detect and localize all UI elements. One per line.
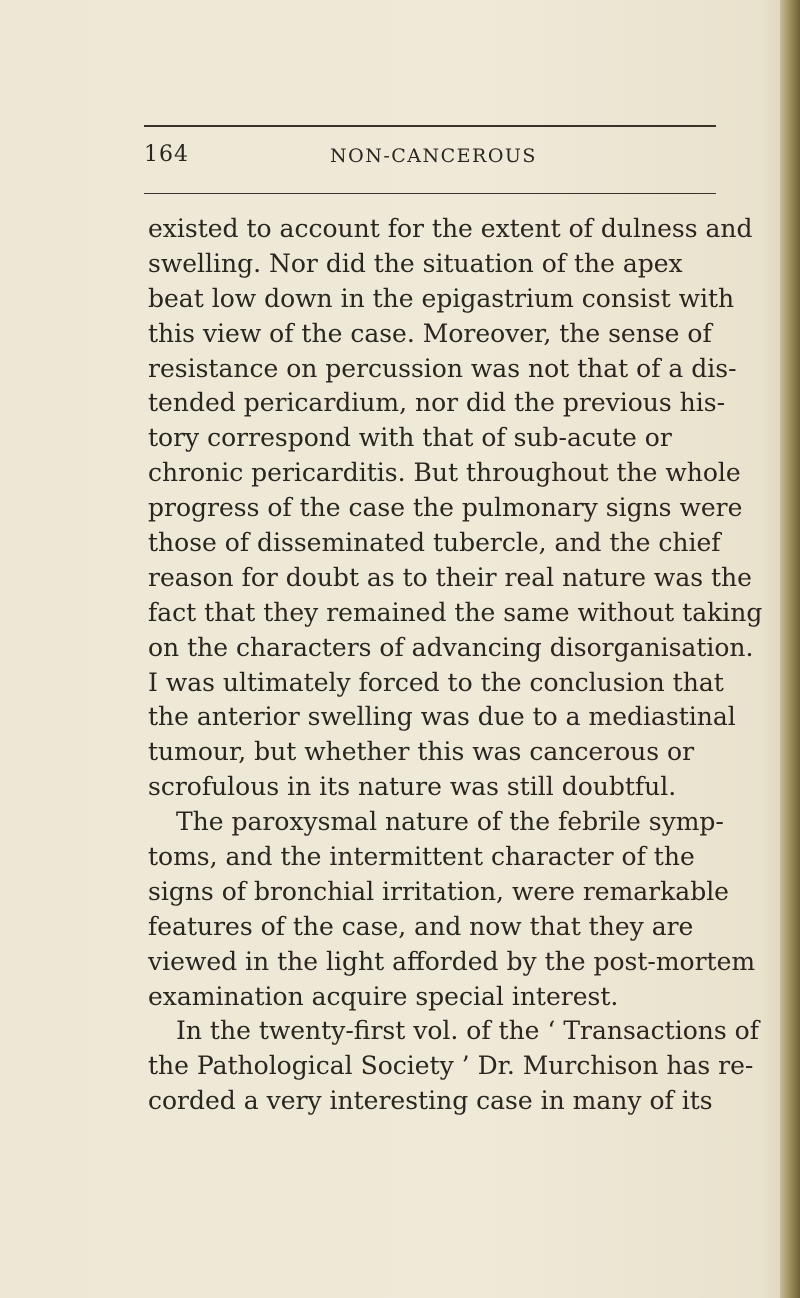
text-line: viewed in the light afforded by the post-mortem [148,946,756,976]
text-line: the anterior swelling was due to a mediastinal [148,702,736,732]
paragraph-start-line: In the twenty-first vol. of the ‘ Transactions of [176,1016,759,1046]
header-rule [144,193,716,194]
page-number: 164 [144,142,189,167]
text-line: tumour, but whether this was cancerous or [148,737,695,767]
running-title: NON-CANCEROUS [330,145,537,167]
text-line: resistance on percussion was not that of a dis- [148,353,737,383]
text-line: the Pathological Society ’ Dr. Murchison has re- [148,1051,754,1081]
text-line: tory correspond with that of sub-acute or [148,423,672,453]
text-line: those of disseminated tubercle, and the chief [148,528,721,558]
text-line: I was ultimately forced to the conclusion that [148,667,724,697]
text-line: progress of the case the pulmonary signs were [148,493,743,523]
text-line: beat low down in the epigastrium consist with [148,283,735,313]
body-text [148,212,763,1119]
text-line: swelling. Nor did the situation of the apex [148,248,683,278]
text-line: chronic pericarditis. But throughout the whole [148,458,741,488]
text-line: examination acquire special interest. [148,981,619,1011]
text-line: scrofulous in its nature was still doubtful. [148,772,677,802]
paragraph-start-line: The paroxysmal nature of the febrile symp- [176,807,724,837]
text-line: on the characters of advancing disorganisation. [148,632,754,662]
text-line: reason for doubt as to their real nature was the [148,562,752,592]
text-line: signs of bronchial irritation, were remarkable [148,876,729,906]
text-line: fact that they remained the same without taking [148,597,763,627]
text-line: features of the case, and now that they are [148,911,694,941]
text-line: toms, and the intermittent character of the [148,842,695,872]
text-line: existed to account for the extent of dulness and [148,214,753,243]
top-rule [144,125,716,127]
page-edge [780,0,800,1298]
text-line: corded a very interesting case in many of its [148,1086,713,1116]
text-line: this view of the case. Moreover, the sense of [148,318,712,348]
text-line: tended pericardium, nor did the previous his- [148,388,726,418]
